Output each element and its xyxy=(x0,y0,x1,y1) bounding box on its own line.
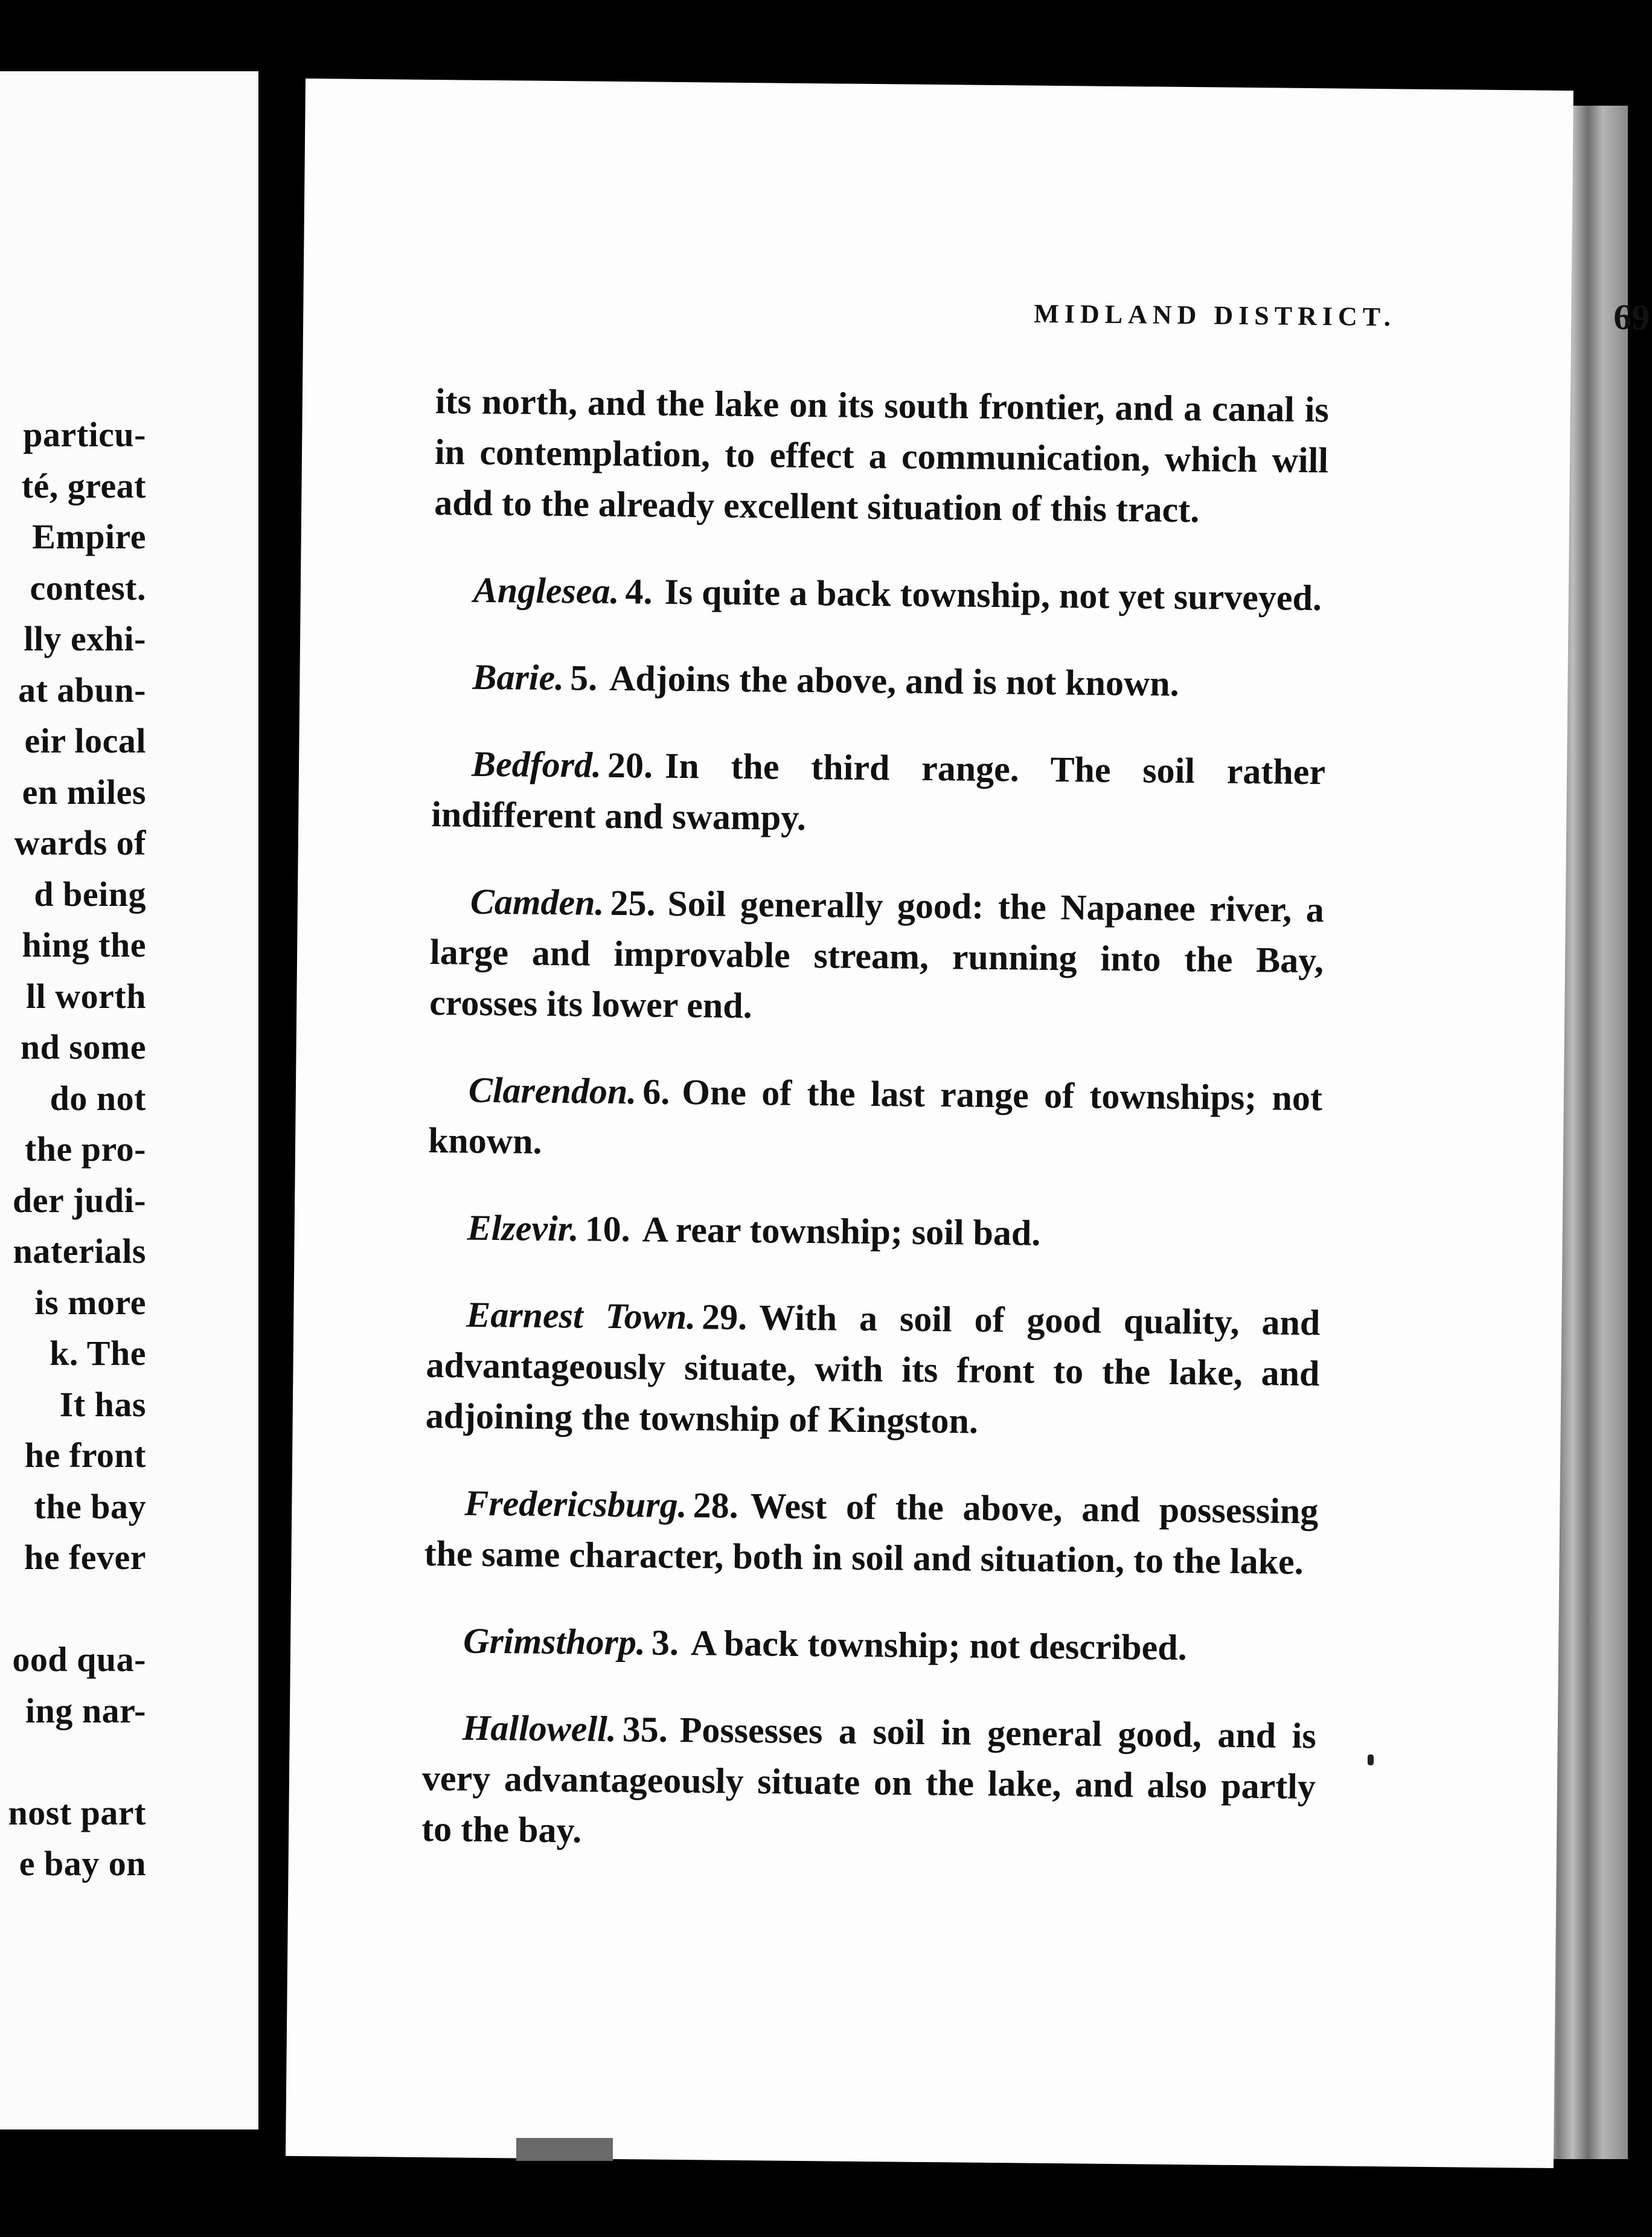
left-line-fragment: Empire xyxy=(32,517,146,556)
township-entry xyxy=(432,651,1327,710)
township-description: West of the above, and possessing the same character, both in soil and situation, to the lake. xyxy=(424,1486,1319,1582)
township-name: Anglesea. xyxy=(473,570,620,612)
left-line-fragment: at abun- xyxy=(18,670,146,710)
continuation-paragraph: its north, and the lake on its south frontier, and a canal is in contemplation, to effect a communication, which will add to the already excellent situation of this tract. xyxy=(434,381,1330,530)
left-line-fragment: ood qua- xyxy=(12,1640,146,1679)
township-entry xyxy=(425,1289,1320,1449)
left-page xyxy=(0,71,258,2129)
township-entry xyxy=(428,1064,1323,1174)
township-description: A rear township; soil bad. xyxy=(642,1209,1041,1253)
scan-artifact xyxy=(516,2138,613,2161)
left-line-fragment: is more xyxy=(34,1282,146,1322)
township-name: Bedford. xyxy=(471,743,602,785)
left-line-fragment: the pro- xyxy=(24,1129,146,1169)
left-line-fragment xyxy=(8,1736,146,1788)
left-line-fragment: ing nar- xyxy=(25,1690,146,1730)
township-name: Elzevir. xyxy=(467,1207,580,1249)
left-line-fragment: contest. xyxy=(30,568,146,608)
left-line-fragment: k. The xyxy=(50,1334,146,1373)
township-name: Earnest Town. xyxy=(466,1294,696,1337)
township-name: Clarendon. xyxy=(468,1070,637,1112)
left-line-fragment: e bay on xyxy=(19,1844,146,1883)
running-head: MIDLAND DISTRICT. xyxy=(1034,298,1397,332)
left-line-fragment: the bay xyxy=(34,1486,146,1526)
township-entry xyxy=(433,564,1327,623)
left-line-fragment: té, great xyxy=(21,466,146,505)
township-number: 3. xyxy=(651,1622,679,1663)
township-number: 5. xyxy=(569,658,598,698)
text-block xyxy=(421,339,1330,1877)
left-line-fragment: nost part xyxy=(8,1792,146,1832)
right-page xyxy=(286,79,1650,2168)
township-number: 6. xyxy=(642,1071,670,1112)
left-line-fragment: en miles xyxy=(22,772,146,812)
township-description: In the third range. The soil rather indifferent and swampy. xyxy=(431,745,1326,838)
township-name: Grimsthorp. xyxy=(463,1620,646,1663)
left-line-fragment: wards of xyxy=(14,823,146,862)
left-line-fragment: particu- xyxy=(23,415,146,454)
township-number: 29. xyxy=(701,1297,748,1338)
page-number: 69 xyxy=(1613,297,1650,338)
township-entry xyxy=(429,876,1324,1036)
township-description: Possesses a soil in general good, and is very advantageously situate on the lake, and also partly to the bay. xyxy=(421,1710,1317,1850)
township-number: 28. xyxy=(693,1485,739,1526)
township-number: 20. xyxy=(607,745,653,786)
township-name: Camden. xyxy=(470,881,604,923)
township-name: Barie. xyxy=(472,656,565,698)
left-line-fragment: hing the xyxy=(22,925,146,964)
left-line-fragment: do not xyxy=(50,1078,146,1118)
left-line-fragment: eir local xyxy=(24,721,146,760)
township-entry xyxy=(431,738,1326,848)
township-number: 35. xyxy=(622,1709,668,1750)
township-number: 25. xyxy=(610,882,656,923)
township-entries xyxy=(421,564,1327,1863)
left-line-fragment: naterials xyxy=(13,1231,146,1271)
township-description: Is quite a back township, not yet surveyed. xyxy=(664,571,1322,618)
township-entry xyxy=(424,1477,1319,1587)
left-line-fragment: he front xyxy=(24,1436,146,1475)
township-description: One of the last range of townships; not known. xyxy=(427,1072,1323,1161)
township-number: 10. xyxy=(584,1208,631,1250)
township-entry xyxy=(423,1615,1317,1674)
left-line-fragment: he fever xyxy=(24,1538,146,1577)
township-number: 4. xyxy=(625,571,653,612)
township-description: Soil generally good: the Napanee river, a large and improvable stream, running into the Bay, crosses its lower end. xyxy=(429,883,1325,1026)
township-description: Adjoins the above, and is not known. xyxy=(609,658,1180,704)
left-line-fragment: nd some xyxy=(20,1027,146,1067)
left-line-fragment: der judi- xyxy=(13,1180,146,1220)
left-line-fragment: d being xyxy=(34,874,146,914)
township-description: With a soil of good quality, and advantageously situate, with its front to the lake, and adjoining the township of Kingston. xyxy=(425,1297,1321,1441)
township-entry xyxy=(427,1202,1321,1261)
ink-speck xyxy=(1368,1754,1374,1765)
township-name: Fredericsburg. xyxy=(464,1483,688,1526)
left-line-fragment xyxy=(8,1584,146,1635)
left-line-fragment: lly exhi- xyxy=(24,619,146,658)
township-name: Hallowell. xyxy=(462,1707,617,1750)
left-line-fragment: It has xyxy=(59,1384,146,1424)
left-page-text xyxy=(8,409,146,1890)
township-entry xyxy=(421,1702,1316,1863)
township-description: A back township; not described. xyxy=(690,1623,1188,1668)
left-line-fragment: ll worth xyxy=(26,976,146,1016)
page-header xyxy=(720,288,1650,351)
